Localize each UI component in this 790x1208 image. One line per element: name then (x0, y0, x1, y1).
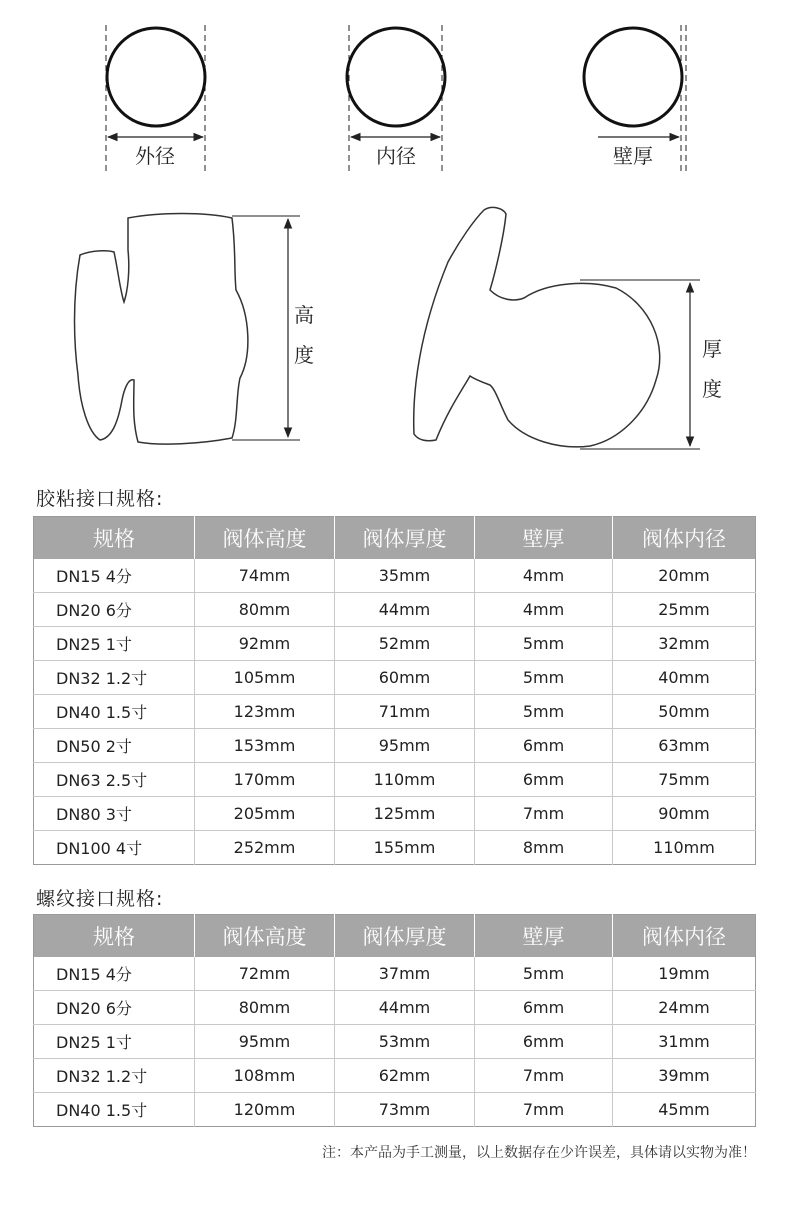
header-thickness: 阀体厚度 (335, 915, 475, 958)
cell-thickness: 73mm (335, 1093, 475, 1127)
cell-height: 205mm (195, 797, 335, 831)
header-height: 阀体高度 (195, 517, 335, 560)
header-wall: 壁厚 (475, 517, 613, 560)
cell-spec: DN20 6分 (34, 593, 195, 627)
cell-spec: DN25 1寸 (34, 627, 195, 661)
cell-height: 80mm (195, 593, 335, 627)
table-row (34, 661, 756, 695)
cell-height: 252mm (195, 831, 335, 865)
table-row (34, 1059, 756, 1093)
inner-diameter-figure (347, 25, 445, 172)
cell-inner-diameter: 50mm (613, 695, 756, 729)
cell-height: 120mm (195, 1093, 335, 1127)
cell-spec: DN80 3寸 (34, 797, 195, 831)
height-label-1: 高 (294, 303, 314, 327)
table-row (34, 831, 756, 865)
cell-inner-diameter: 63mm (613, 729, 756, 763)
cell-height: 108mm (195, 1059, 335, 1093)
table-row (34, 991, 756, 1025)
cell-wall: 7mm (475, 1059, 613, 1093)
cell-wall: 6mm (475, 729, 613, 763)
header-wall: 壁厚 (475, 915, 613, 958)
cell-thickness: 53mm (335, 1025, 475, 1059)
cell-inner-diameter: 90mm (613, 797, 756, 831)
dimension-diagram (0, 0, 790, 470)
cell-inner-diameter: 75mm (613, 763, 756, 797)
cell-spec: DN40 1.5寸 (34, 1093, 195, 1127)
cell-wall: 5mm (475, 627, 613, 661)
header-height: 阀体高度 (195, 915, 335, 958)
cell-height: 72mm (195, 957, 335, 991)
valve-side-figure (414, 207, 722, 449)
cell-inner-diameter: 19mm (658, 964, 710, 983)
threaded-section-title: 螺纹接口规格: (36, 888, 164, 910)
header-thickness: 阀体厚度 (335, 517, 475, 560)
table-row (34, 695, 756, 729)
cell-height: 123mm (195, 695, 335, 729)
cell-height: 170mm (195, 763, 335, 797)
cell-wall: 5mm (475, 957, 613, 991)
cell-spec: DN50 2寸 (34, 729, 195, 763)
wall-thickness-figure (584, 25, 686, 172)
cell-wall: 6mm (475, 763, 613, 797)
table-row (34, 797, 756, 831)
table-row (34, 1093, 756, 1127)
cell-height: 95mm (195, 1025, 335, 1059)
cell-thickness: 60mm (335, 661, 475, 695)
cell-wall: 4mm (475, 593, 613, 627)
header-inner-diameter: 阀体内径 (613, 915, 756, 958)
table-row (34, 763, 756, 797)
wall-thickness-label: 壁厚 (613, 144, 653, 168)
table-row (34, 627, 756, 661)
cell-inner-diameter: 24mm (613, 991, 756, 1025)
table-header-row (34, 517, 756, 560)
header-inner-diameter: 阀体内径 (613, 517, 756, 560)
cell-wall: 4mm (475, 559, 613, 593)
cell-spec: DN25 1寸 (34, 1025, 195, 1059)
cell-thickness: 71mm (335, 695, 475, 729)
inner-diameter-label: 内径 (376, 144, 416, 168)
cell-inner-diameter: 32mm (613, 627, 756, 661)
threaded-spec-table (33, 914, 756, 1127)
thickness-label-2: 度 (702, 377, 722, 401)
cell-thickness: 44mm (335, 593, 475, 627)
cell-wall: 5mm (475, 661, 613, 695)
cell-inner-diameter: 39mm (613, 1059, 756, 1093)
glued-spec-table (33, 516, 756, 865)
cell-thickness: 95mm (335, 729, 475, 763)
cell-spec: DN15 4分 (34, 559, 195, 593)
cell-inner-diameter: 110mm (613, 831, 756, 865)
table-header-row (34, 915, 756, 958)
cell-spec: DN20 6分 (34, 991, 195, 1025)
table-row (34, 559, 756, 593)
header-spec: 规格 (34, 915, 195, 958)
cell-height: 92mm (195, 627, 335, 661)
cell-spec: DN100 4寸 (34, 831, 195, 865)
table-row (34, 1025, 756, 1059)
cell-inner-diameter: 40mm (613, 661, 756, 695)
cell-spec: DN32 1.2寸 (34, 661, 195, 695)
cell-thickness: 125mm (335, 797, 475, 831)
cell-height: 74mm (195, 559, 335, 593)
cell-spec: DN63 2.5寸 (34, 763, 195, 797)
cell-spec: DN32 1.2寸 (34, 1059, 195, 1093)
cell-height: 153mm (195, 729, 335, 763)
cell-inner-diameter: 31mm (613, 1025, 756, 1059)
cell-thickness: 35mm (335, 559, 475, 593)
outer-diameter-figure (106, 25, 205, 172)
cell-height: 105mm (195, 661, 335, 695)
measurement-note: 注：本产品为手工测量，以上数据存在少许误差，具体请以实物为准！ (322, 1145, 756, 1161)
cell-thickness: 155mm (335, 831, 475, 865)
table-row (34, 729, 756, 763)
glued-section-title: 胶粘接口规格: (36, 488, 164, 510)
valve-front-figure (75, 214, 315, 445)
cell-wall: 8mm (475, 831, 613, 865)
table-row (34, 957, 756, 991)
cell-inner-diameter: 20mm (658, 566, 710, 585)
cell-inner-diameter: 45mm (613, 1093, 756, 1127)
cell-wall: 7mm (475, 797, 613, 831)
cell-spec: DN40 1.5寸 (34, 695, 195, 729)
cell-wall: 6mm (475, 1025, 613, 1059)
cell-wall: 5mm (475, 695, 613, 729)
cell-thickness: 52mm (335, 627, 475, 661)
cell-spec: DN15 4分 (34, 957, 195, 991)
cell-wall: 7mm (475, 1093, 613, 1127)
table-row (34, 593, 756, 627)
cell-thickness: 37mm (335, 957, 475, 991)
outer-diameter-label: 外径 (135, 144, 175, 168)
cell-thickness: 110mm (335, 763, 475, 797)
cell-thickness: 62mm (335, 1059, 475, 1093)
height-label-2: 度 (294, 343, 314, 367)
cell-inner-diameter: 25mm (613, 593, 756, 627)
cell-thickness: 44mm (335, 991, 475, 1025)
cell-height: 80mm (195, 991, 335, 1025)
header-spec: 规格 (34, 517, 195, 560)
thickness-label-1: 厚 (702, 337, 722, 361)
cell-wall: 6mm (475, 991, 613, 1025)
